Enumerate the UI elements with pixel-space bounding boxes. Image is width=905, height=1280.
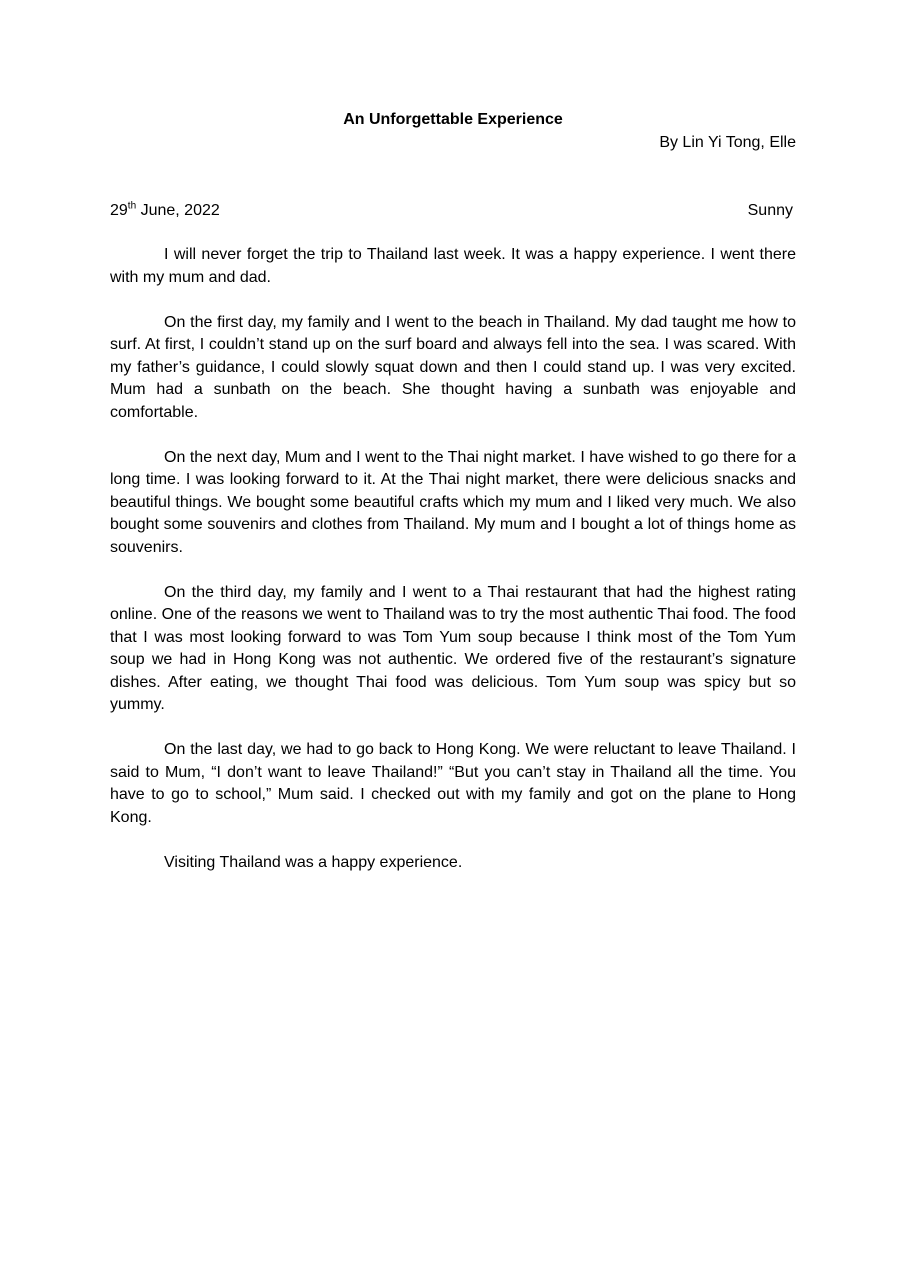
document-title: An Unforgettable Experience: [343, 111, 563, 128]
paragraph-last-day: On the last day, we had to go back to Hong Kong. We were reluctant to leave Thailand. I said to Mum, “I don’t want to leave Thailand!” “But you can’t stay in Thailand all the time. You have to go to school,” Mum said. I checked out with my family and got on the plane to Hong Kong.: [110, 741, 796, 826]
paragraph-first-day: On the first day, my family and I went to the beach in Thailand. My dad taught me how to surf. At first, I couldn’t stand up on the surf board and always fell into the sea. I was scared. With my father’s guidance, I could slowly squat down and then I could stand up. I was very excited. Mum had a sunbath on the beach. She thought having a sunbath was enjoyable and comfortable.: [110, 313, 796, 421]
document-page: [110, 108, 796, 874]
diary-date: [110, 200, 220, 222]
date-month-year: June, 2022: [136, 202, 220, 219]
paragraph-third-day: On the third day, my family and I went to a Thai restaurant that had the highest rating online. One of the reasons we went to Thailand was to try the most authentic Thai food. The food that I was most looking forward to was Tom Yum soup because I think most of the Tom Yum soup we had in Hong Kong was not authentic. We ordered five of the restaurant’s signature dishes. After eating, we thought Thai food was delicious. Tom Yum soup was spicy but so yummy.: [110, 583, 796, 713]
weather-label: Sunny: [747, 202, 793, 219]
paragraph-next-day: On the next day, Mum and I went to the Thai night market. I have wished to go there for a long time. I was looking forward to it. At the Thai night market, there were delicious snacks and beautiful things. We bought some beautiful crafts which my mum and I liked very much. We also bought some souvenirs and clothes from Thailand. My mum and I bought a lot of things home as souvenirs.: [110, 448, 796, 556]
date-ordinal-suffix: th: [127, 200, 137, 212]
paragraph-conclusion: Visiting Thailand was a happy experience.: [164, 853, 463, 871]
date-weather-line: [110, 200, 796, 222]
paragraph-intro: I will never forget the trip to Thailand last week. It was a happy experience. I went there with my mum and dad.: [110, 246, 796, 286]
date-day: 29: [110, 202, 128, 219]
author-line: By Lin Yi Tong, Elle: [659, 134, 796, 151]
